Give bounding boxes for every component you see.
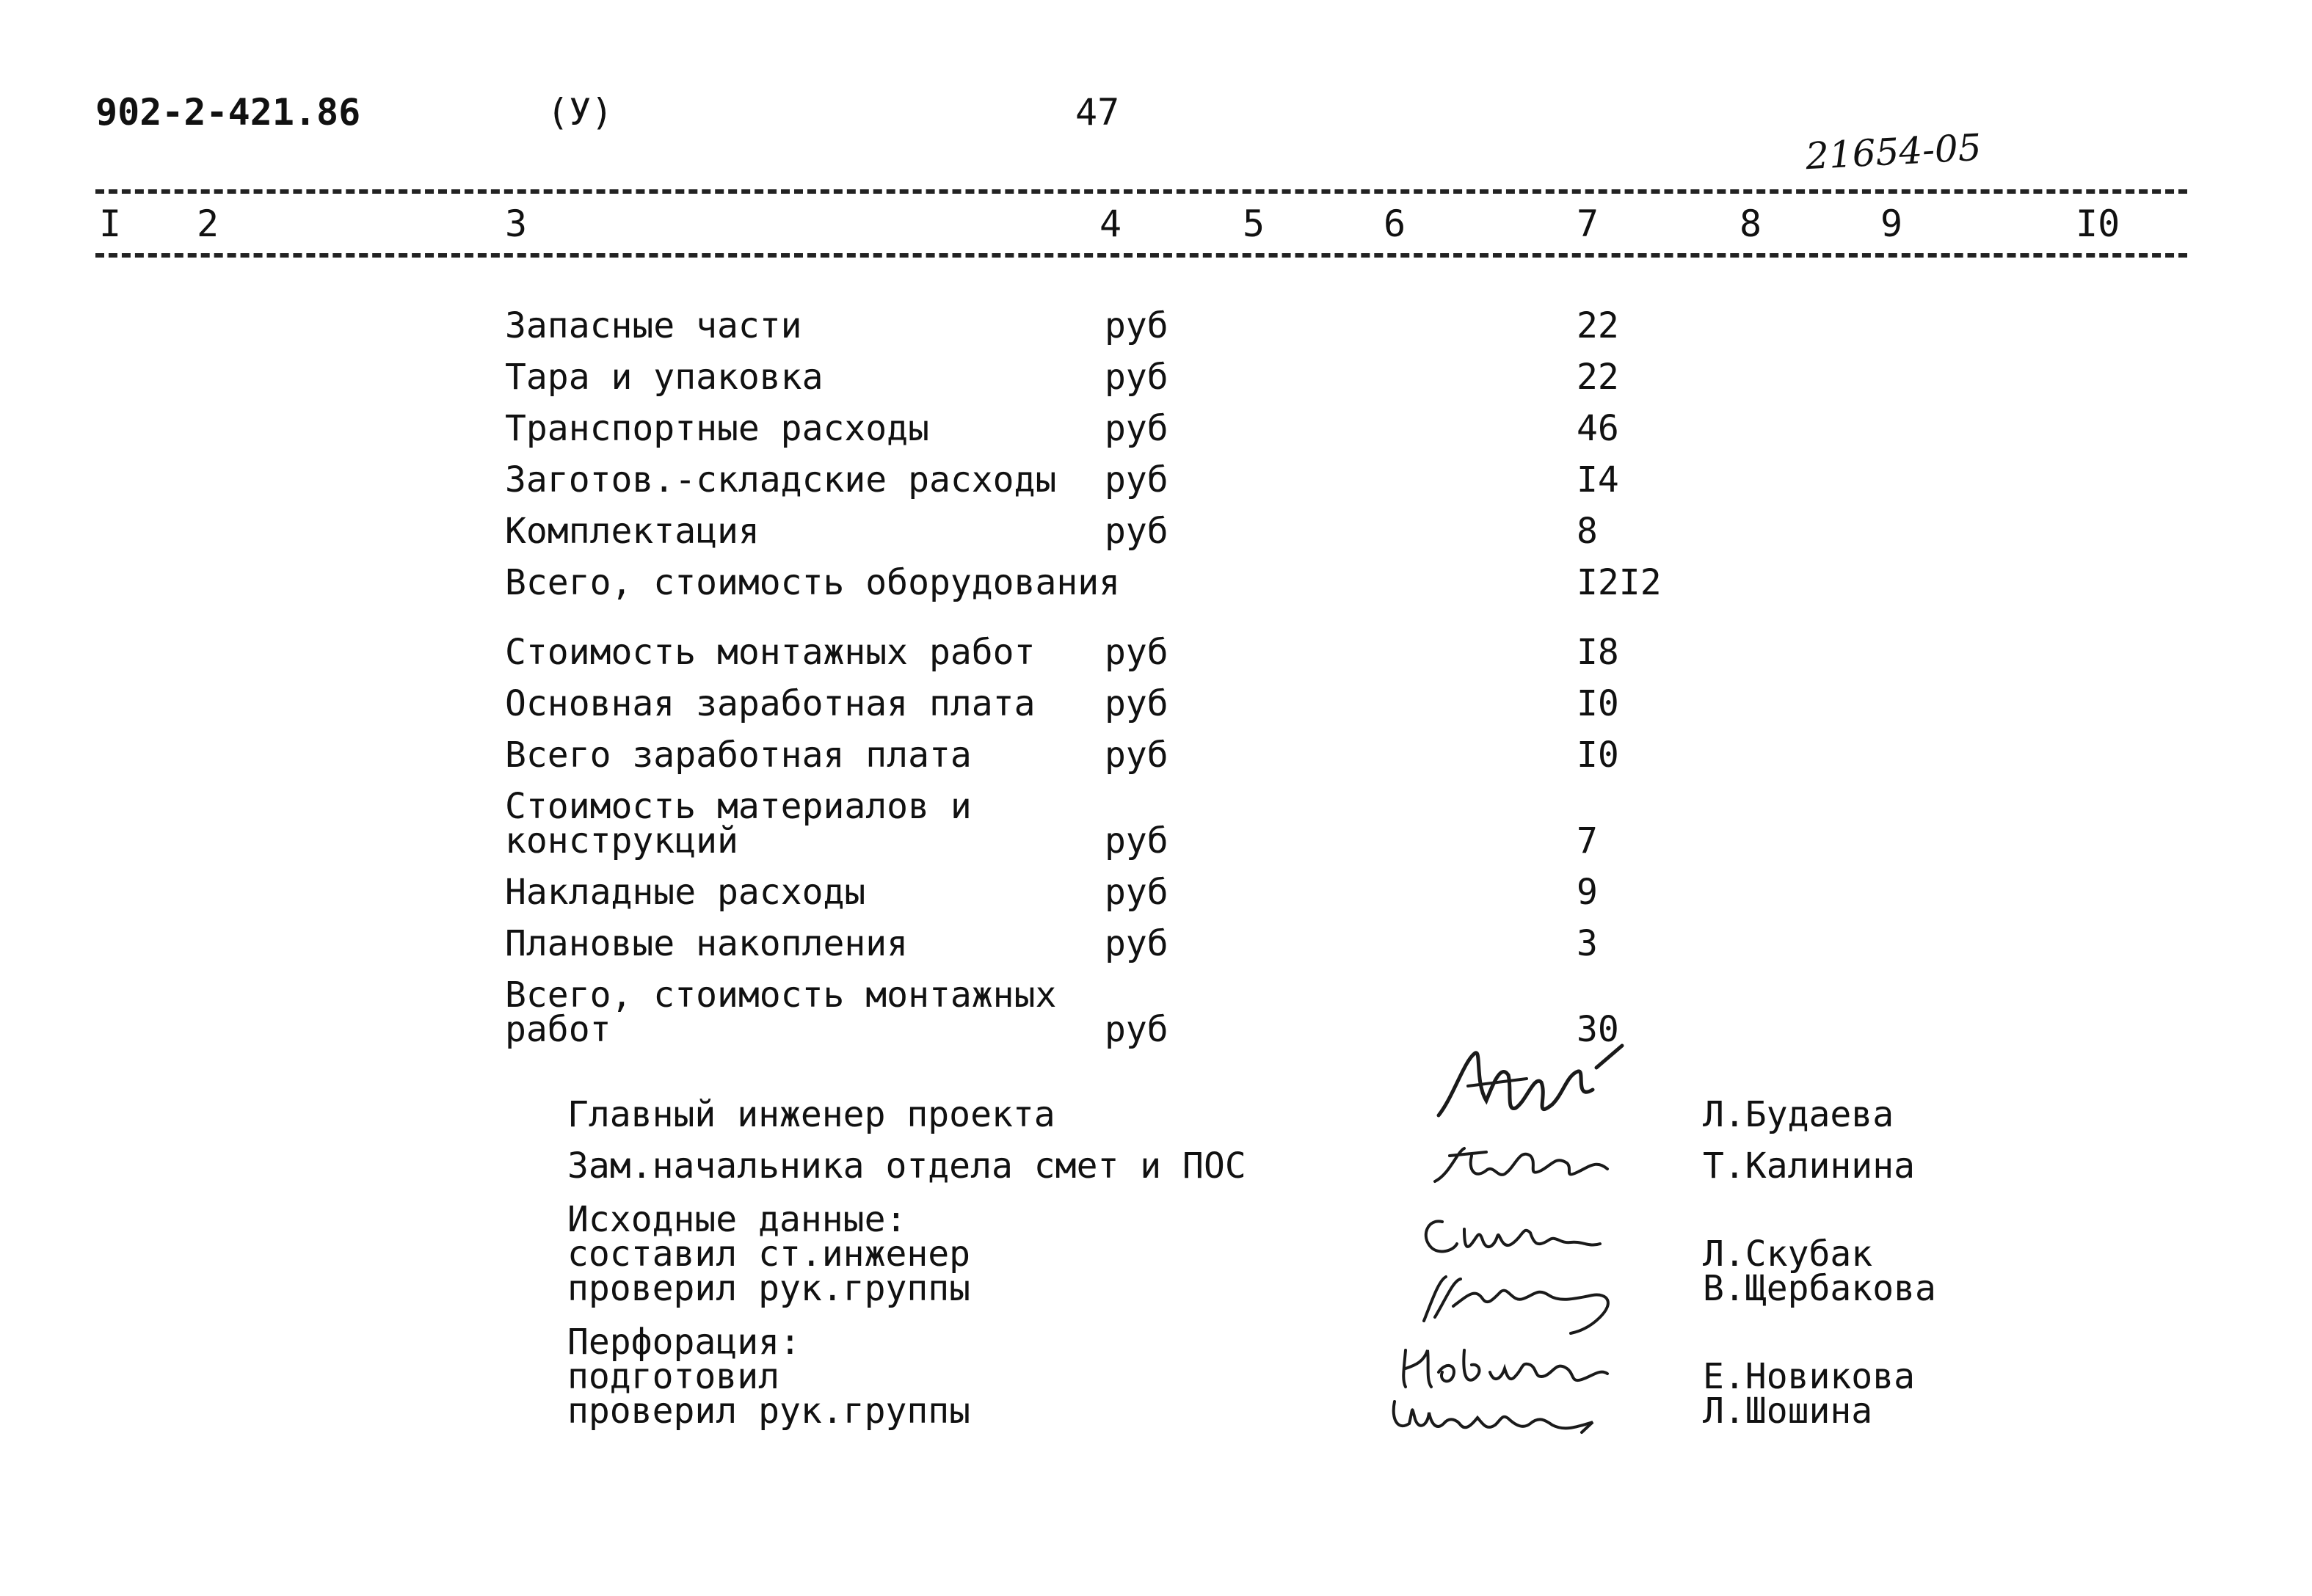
- item-unit: руб: [1105, 923, 1168, 964]
- column-header: 8: [1740, 203, 1762, 245]
- handwritten-signature: [1428, 1134, 1633, 1192]
- document-mark: (У): [547, 91, 614, 134]
- column-header: 4: [1099, 203, 1122, 245]
- item-unit: руб: [1105, 511, 1168, 552]
- item-value: 46: [1577, 408, 1619, 449]
- item-value: I4: [1577, 459, 1619, 500]
- item-value: I8: [1577, 632, 1619, 673]
- item-unit: руб: [1105, 459, 1168, 500]
- top-dashed-rule: [95, 189, 2187, 194]
- item-name-line2: работ: [505, 1009, 611, 1050]
- signatory-name: В.Щербакова: [1703, 1268, 1936, 1309]
- column-header: 6: [1384, 203, 1406, 245]
- column-header: 5: [1243, 203, 1265, 245]
- item-value: I0: [1577, 735, 1619, 776]
- bottom-dashed-rule: [95, 253, 2187, 258]
- signatory-name: Т.Калинина: [1703, 1145, 1915, 1187]
- handwritten-signature: [1413, 1258, 1633, 1339]
- item-name: Накладные расходы: [505, 872, 866, 913]
- column-header: 7: [1577, 203, 1599, 245]
- item-value: 9: [1577, 872, 1598, 913]
- signatory-role: Зам.начальника отдела смет и ПОС: [567, 1145, 1246, 1187]
- item-value: 8: [1577, 511, 1598, 552]
- item-name: Транспортные расходы: [505, 408, 929, 449]
- item-name: Основная заработная плата: [505, 683, 1036, 724]
- column-header: I: [99, 203, 122, 245]
- item-unit: руб: [1105, 408, 1168, 449]
- item-unit: руб: [1105, 872, 1168, 913]
- section-heading: Перфорация:: [567, 1322, 801, 1363]
- item-name: Всего заработная плата: [505, 735, 972, 776]
- column-header: I0: [2076, 203, 2120, 245]
- item-name: Комплектация: [505, 511, 760, 552]
- item-value: I2I2: [1577, 562, 1662, 603]
- item-value: 22: [1577, 357, 1619, 398]
- item-unit: руб: [1105, 683, 1168, 724]
- item-name: Запасные части: [505, 305, 802, 346]
- column-header: 9: [1880, 203, 1903, 245]
- item-name: Тара и упаковка: [505, 357, 824, 398]
- handwritten-reference: 21654-05: [1804, 125, 1982, 178]
- signatory-name: Л.Скубак: [1703, 1234, 1873, 1275]
- signatory-name: Л.Будаева: [1703, 1094, 1894, 1135]
- item-value: 30: [1577, 1009, 1619, 1050]
- signatory-name: Л.Шошина: [1703, 1391, 1873, 1432]
- item-value: I0: [1577, 683, 1619, 724]
- item-name: Заготов.-складские расходы: [505, 459, 1057, 500]
- item-name-line1: Стоимость материалов и: [505, 786, 972, 827]
- document-code: 902-2-421.86: [95, 91, 361, 134]
- item-unit: руб: [1105, 735, 1168, 776]
- signatory-name: Е.Новикова: [1703, 1356, 1915, 1397]
- handwritten-signature: [1384, 1380, 1611, 1446]
- signatory-role: составил ст.инженер: [567, 1234, 971, 1275]
- item-name: Плановые накопления: [505, 923, 909, 964]
- item-unit: руб: [1105, 357, 1168, 398]
- signatory-role: проверил рук.группы: [567, 1391, 971, 1432]
- item-name-line1: Всего, стоимость монтажных: [505, 974, 1057, 1016]
- item-name: Всего, стоимость оборудования: [505, 562, 1121, 603]
- page-number: 47: [1075, 91, 1120, 134]
- item-value: 22: [1577, 305, 1619, 346]
- item-unit: руб: [1105, 1009, 1168, 1050]
- item-unit: руб: [1105, 305, 1168, 346]
- signatory-role: Главный инженер проекта: [567, 1094, 1055, 1135]
- handwritten-signature: [1424, 1031, 1644, 1134]
- item-value: 3: [1577, 923, 1598, 964]
- column-header: 2: [197, 203, 219, 245]
- signatory-role: проверил рук.группы: [567, 1268, 971, 1309]
- column-header: 3: [505, 203, 528, 245]
- item-name-line2: конструкций: [505, 820, 738, 861]
- section-heading: Исходные данные:: [567, 1199, 907, 1240]
- item-unit: руб: [1105, 632, 1168, 673]
- item-value: 7: [1577, 820, 1598, 861]
- item-unit: руб: [1105, 820, 1168, 861]
- signatory-role: подготовил: [567, 1356, 779, 1397]
- item-name: Стоимость монтажных работ: [505, 632, 1036, 673]
